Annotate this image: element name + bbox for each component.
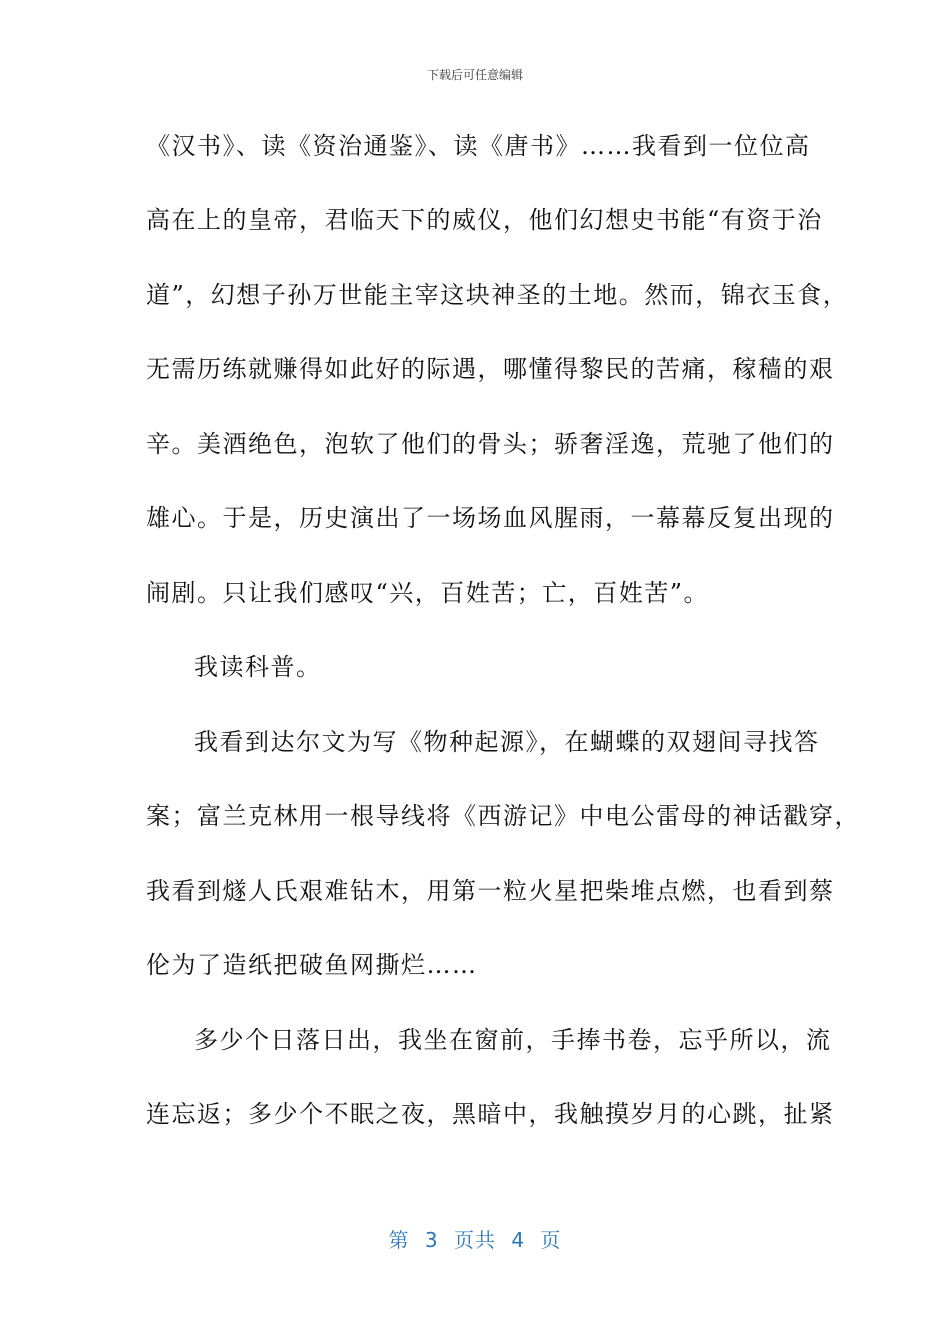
body-line-7: 闹剧。只让我们感叹“兴，百姓苦；亡，百姓苦”。 [146, 579, 710, 607]
body-line-5: 辛。美酒绝色，泡软了他们的骨头；骄奢淫逸，荒驰了他们的 [146, 430, 835, 458]
body-line-12: 伦为了造纸把破鱼网撕烂…… [146, 951, 478, 979]
body-line-13: 多少个日落日出，我坐在窗前，手捧书卷，忘乎所以，流 [194, 1026, 832, 1054]
body-line-10: 案；富兰克林用一根导线将《西游记》中电公雷母的神话戳穿， [146, 802, 860, 830]
body-line-8: 我读科普。 [194, 653, 322, 681]
body-line-6: 雄心。于是，历史演出了一场场血风腥雨，一幕幕反复出现的 [146, 504, 835, 532]
body-line-2: 高在上的皇帝，君临天下的威仪，他们幻想史书能“有资于治 [146, 206, 823, 234]
body-line-1: 《汉书》、读《资治通鉴》、读《唐书》……我看到一位位高 [146, 132, 811, 160]
page-header: 下载后可任意编辑 [426, 68, 523, 82]
body-line-3: 道”，幻想子孙万世能主宰这块神圣的土地。然而，锦衣玉食， [146, 281, 849, 309]
body-line-14: 连忘返；多少个不眠之夜，黑暗中，我触摸岁月的心跳，扯紧 [146, 1100, 835, 1128]
body-line-4: 无需历练就赚得如此好的际遇，哪懂得黎民的苦痛，稼穑的艰 [146, 355, 835, 383]
body-line-11: 我看到燧人氏艰难钻木，用第一粒火星把柴堆点燃，也看到蔡 [146, 877, 835, 905]
page-footer: 第 3 页共 4 页 [388, 1228, 562, 1252]
body-line-9: 我看到达尔文为写《物种起源》，在蝴蝶的双翅间寻找答 [194, 728, 820, 756]
